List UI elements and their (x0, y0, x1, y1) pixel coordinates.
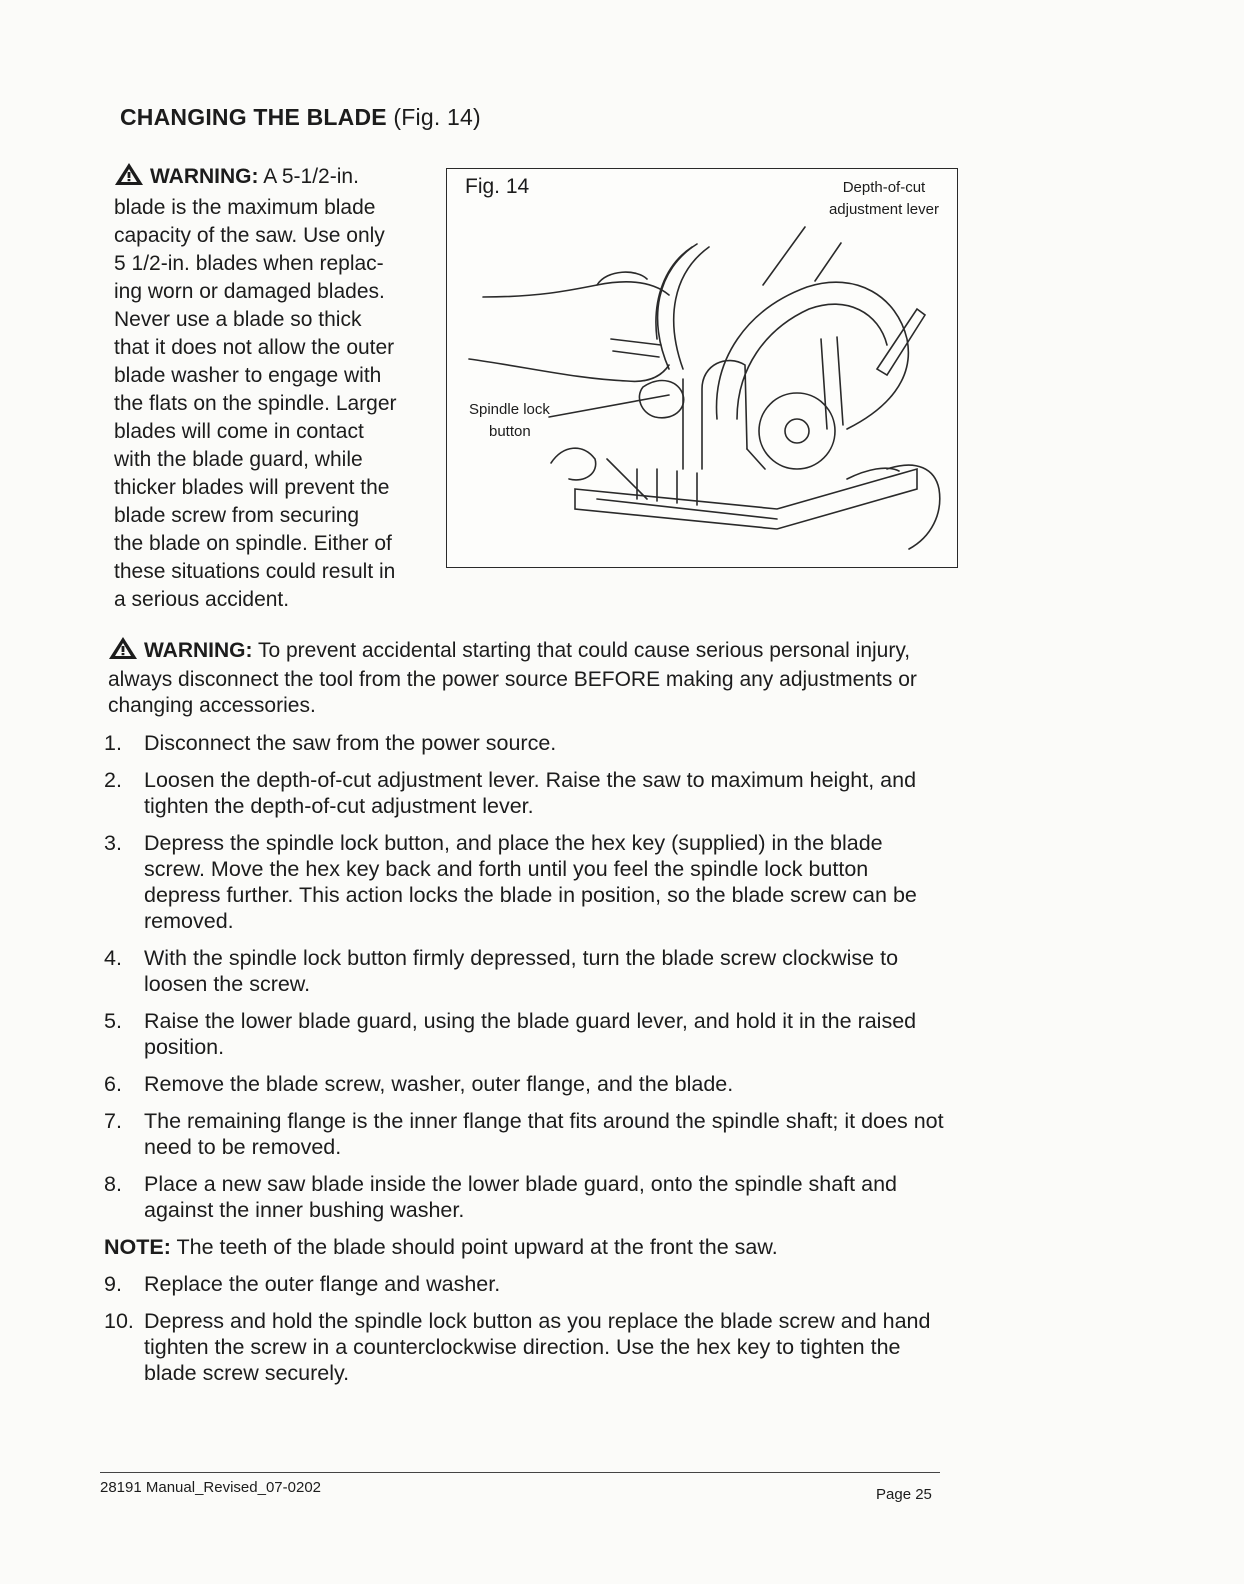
list-item: 7. The remaining flange is the inner flange that fits around the spindle shaft; it does not need to be removed. (104, 1109, 944, 1159)
section-fig-ref: (Fig. 14) (393, 104, 481, 130)
section-heading (120, 104, 481, 131)
footer-doc-id: 28191 Manual_Revised_07-0202 (100, 1479, 322, 1496)
list-item: 9. Replace the outer flange and washer. (104, 1272, 501, 1296)
callout-depth-of-cut (829, 177, 939, 221)
warning-triangle-icon (108, 636, 138, 667)
note (104, 1234, 944, 1260)
section-title: CHANGING THE BLADE (120, 104, 387, 130)
list-item: 2. Loosen the depth-of-cut adjustment lever. Raise the saw to maximum height, and tighten the depth-of-cut adjustment lever. (104, 768, 917, 818)
callout-line: Spindle lock (469, 401, 550, 418)
list-item: 1. Disconnect the saw from the power source. (104, 731, 557, 755)
footer-rule (100, 1472, 940, 1473)
list-item: 3. Depress the spindle lock button, and place the hex key (supplied) in the blade screw. Move the hex key back and forth until you feel the spindle lock button depress further. This action locks the blade in position, so the blade screw can be removed. (104, 831, 917, 933)
warning-line: blade is the maximum blade (114, 196, 376, 219)
warning-label: WARNING: (150, 165, 259, 188)
footer-page-number: Page 25 (876, 1486, 932, 1503)
warning-line: a serious accident. (114, 588, 290, 611)
warning-line: the blade on spindle. Either of (114, 532, 392, 555)
figure-14 (446, 168, 958, 568)
warning-line: the flats on the spindle. Larger (114, 392, 397, 415)
warning-line: blade washer to engage with (114, 364, 382, 387)
warning-triangle-icon (114, 162, 144, 194)
list-item: 6. Remove the blade screw, washer, outer flange, and the blade. (104, 1072, 734, 1096)
warning-line: thicker blades will prevent the (114, 476, 390, 499)
callout-line: Depth-of-cut (842, 179, 926, 196)
list-item: 8. Place a new saw blade inside the lower blade guard, onto the spindle shaft and against the inner bushing washer. (104, 1172, 898, 1222)
warning-line: ing worn or damaged blades. (114, 280, 385, 303)
list-item: 5. Raise the lower blade guard, using the blade guard lever, and hold it in the raised position. (104, 1009, 917, 1059)
warning-disconnect (108, 636, 938, 719)
steps-list (104, 730, 944, 1397)
warning-line: blade screw from securing (114, 504, 360, 527)
warning-line: with the blade guard, while (114, 448, 363, 471)
callout-spindle-lock (469, 399, 550, 443)
warning-line: these situations could result in (114, 560, 396, 583)
circular-saw-illustration (447, 169, 959, 569)
list-item: 10. Depress and hold the spindle lock button as you replace the blade screw and hand tighten the screw in a counterclockwise direction. Use the hex key to tighten the blade screw securely. (104, 1309, 931, 1385)
note-label: NOTE: (104, 1235, 171, 1259)
note-text: The teeth of the blade should point upward at the front the saw. (176, 1235, 778, 1259)
warning-line: that it does not allow the outer (114, 336, 395, 359)
warning-line: A 5-1/2-in. (263, 165, 359, 188)
warning-line: Never use a blade so thick (114, 308, 362, 331)
warning-line: capacity of the saw. Use only (114, 224, 385, 247)
figure-label: Fig. 14 (465, 175, 530, 198)
callout-line: button (489, 423, 531, 440)
warning-line: blades will come in contact (114, 420, 364, 443)
warning-blade-capacity (114, 162, 434, 614)
list-item: 4. With the spindle lock button firmly depressed, turn the blade screw clockwise to loosen the screw. (104, 946, 899, 996)
warning-label: WARNING: (144, 639, 253, 662)
warning-line: 5 1/2-in. blades when replac- (114, 252, 384, 275)
callout-line: adjustment lever (828, 201, 939, 218)
warning-text: To prevent accidental starting that could cause serious personal injury, always disconnect the tool from the power source BEFORE making any adjustments or changing accessories. (108, 639, 917, 717)
